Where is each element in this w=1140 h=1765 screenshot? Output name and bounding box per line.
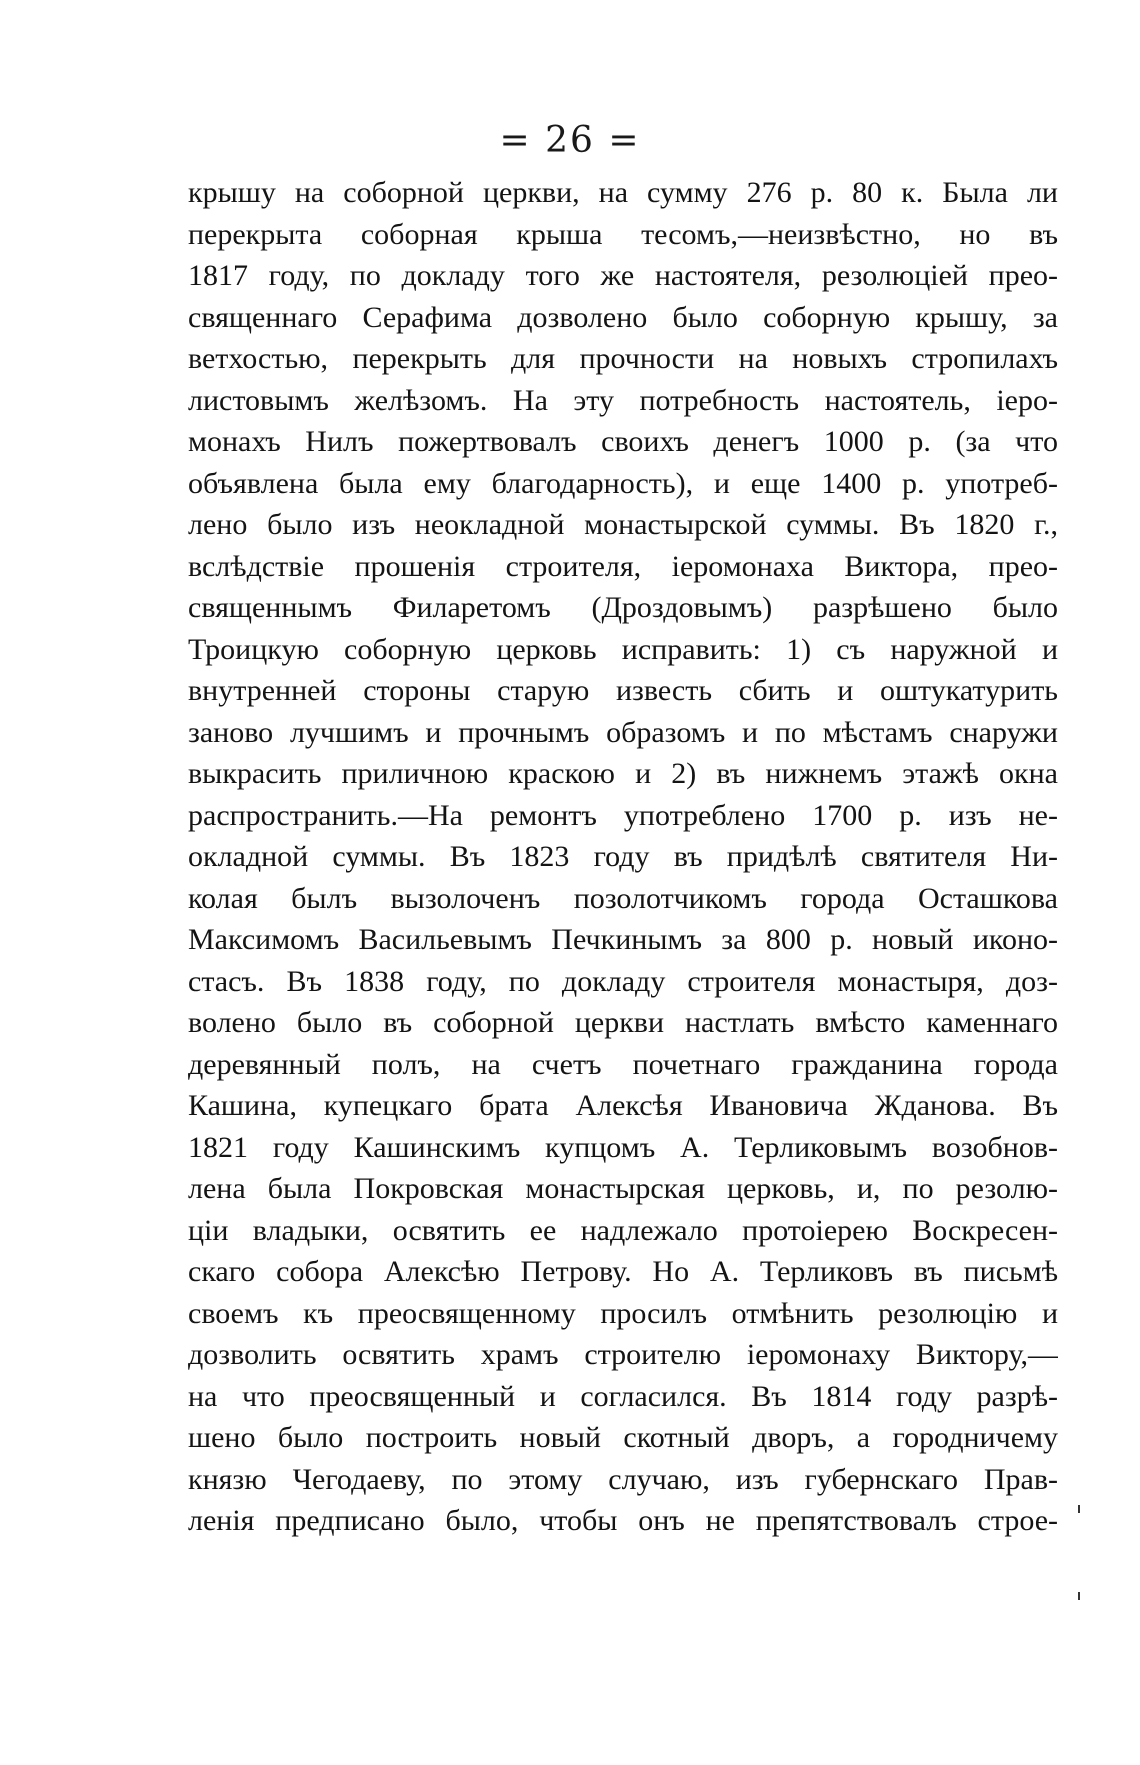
text-line: монахъ Нилъ пожертвовалъ своихъ денегъ 1000 р. (за что bbox=[188, 425, 1058, 458]
text-line: объявлена была ему благодарность), и еще 1400 р. употреб- bbox=[188, 466, 1058, 500]
text-line: Кашина, купецкаго брата Алексѣя Ивановича Жданова. Въ bbox=[188, 1089, 1058, 1122]
text-line: стасъ. Въ 1838 году, по докладу строителя монастыря, доз- bbox=[188, 964, 1058, 998]
text-line: Максимомъ Васильевымъ Печкинымъ за 800 р. новый иконо- bbox=[188, 923, 1058, 956]
scan-artifact bbox=[1078, 1505, 1080, 1513]
text-line: ленія предписано было, чтобы онъ не препятствовалъ строе- bbox=[188, 1504, 1058, 1537]
text-line: внутренней стороны старую известь сбить и оштукатурить bbox=[188, 674, 1058, 707]
text-line: перекрыта соборная крыша тесомъ,—неизвѣстно, но въ bbox=[188, 217, 1058, 251]
text-line: 1821 году Кашинскимъ купцомъ А. Терликовымъ возобнов- bbox=[188, 1130, 1058, 1164]
text-line: лена была Покровская монастырская церковь, и, по резолю- bbox=[188, 1172, 1058, 1205]
text-line: священнаго Серафима дозволено было соборную крышу, за bbox=[188, 300, 1058, 334]
text-line: выкрасить приличною краскою и 2) въ нижнемъ этажѣ окна bbox=[188, 757, 1058, 790]
text-line: колая былъ вызолоченъ позолотчикомъ города Осташкова bbox=[188, 881, 1058, 915]
text-line: листовымъ желѣзомъ. На эту потребность настоятель, іеро- bbox=[188, 383, 1058, 417]
text-line: крышу на соборной церкви, на сумму 276 р. 80 к. Была ли bbox=[188, 176, 1058, 209]
text-line: шено было построить новый скотный дворъ, а городничему bbox=[188, 1421, 1058, 1454]
text-line: ціи владыки, освятить ее надлежало протоіерею Воскресен- bbox=[188, 1213, 1058, 1247]
text-line: заново лучшимъ и прочнымъ образомъ и по мѣстамъ снаружи bbox=[188, 715, 1058, 749]
text-line: волено было въ соборной церкви настлать вмѣсто каменнаго bbox=[188, 1006, 1058, 1039]
text-line: деревянный полъ, на счетъ почетнаго гражданина города bbox=[188, 1047, 1058, 1081]
text-line: ветхостью, перекрыть для прочности на новыхъ стропилахъ bbox=[188, 342, 1058, 375]
scan-artifact bbox=[1078, 1592, 1080, 1600]
text-line: князю Чегодаеву, по этому случаю, изъ губернскаго Прав- bbox=[188, 1462, 1058, 1496]
text-line: священнымъ Филаретомъ (Дроздовымъ) разрѣшено было bbox=[188, 591, 1058, 624]
text-line: распространить.—На ремонтъ употреблено 1700 р. изъ не- bbox=[188, 798, 1058, 832]
text-line: своемъ къ преосвященному просилъ отмѣнить резолюцію и bbox=[188, 1296, 1058, 1330]
page-number: = 26 = bbox=[499, 120, 641, 161]
text-line: Троицкую соборную церковь исправить: 1) съ наружной и bbox=[188, 632, 1058, 666]
text-line: 1817 году, по докладу того же настоятеля, резолюціей прео- bbox=[188, 259, 1058, 292]
body-text bbox=[188, 172, 1058, 1542]
text-line: вслѣдствіе прошенія строителя, іеромонаха Виктора, прео- bbox=[188, 549, 1058, 583]
text-line: дозволить освятить храмъ строителю іеромонаху Виктору,— bbox=[188, 1338, 1058, 1371]
text-line: окладной суммы. Въ 1823 году въ придѣлѣ святителя Ни- bbox=[188, 840, 1058, 873]
text-line: на что преосвященный и согласился. Въ 1814 году разрѣ- bbox=[188, 1379, 1058, 1413]
text-line: скаго собора Алексѣю Петрову. Но А. Терликовъ въ письмѣ bbox=[188, 1255, 1058, 1288]
text-line: лено было изъ неокладной монастырской суммы. Въ 1820 г., bbox=[188, 508, 1058, 541]
